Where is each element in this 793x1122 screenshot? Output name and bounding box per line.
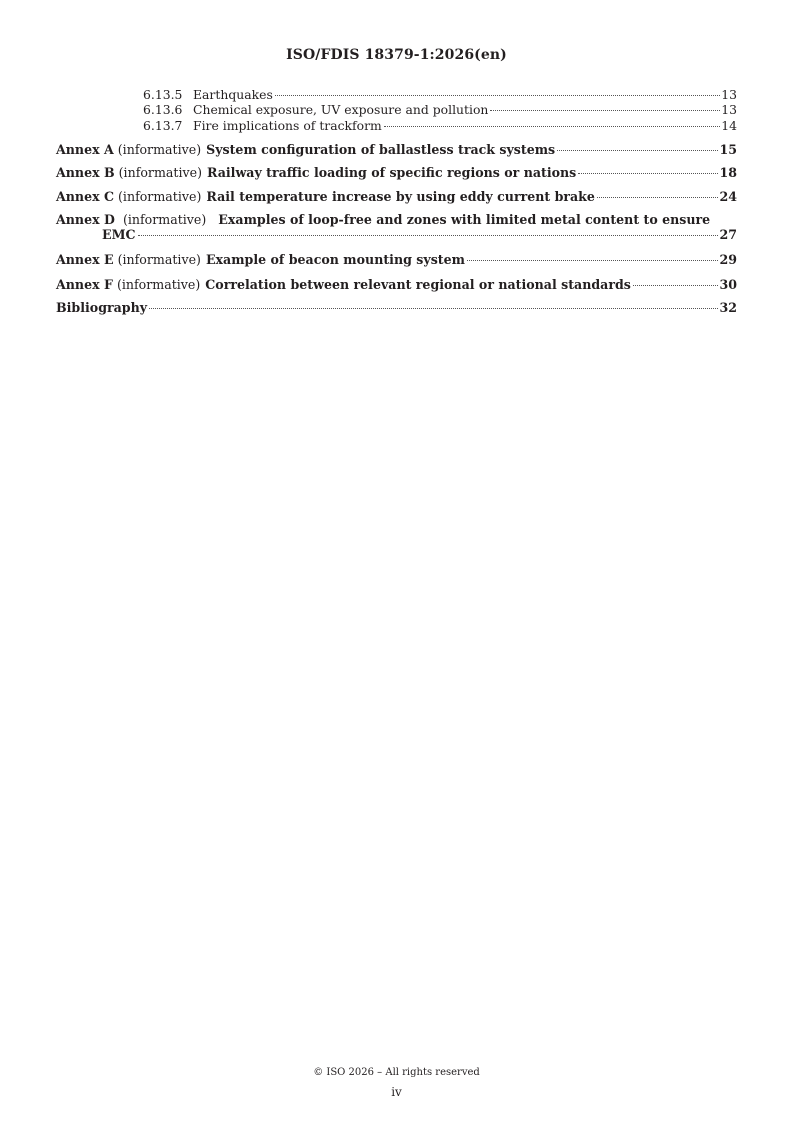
annex-type: (informative)	[117, 142, 202, 157]
toc-entry-annex-a[interactable]	[56, 142, 737, 157]
toc-entry-annex-c[interactable]	[56, 189, 737, 204]
dot-leader	[275, 95, 720, 96]
dot-leader	[633, 285, 719, 286]
annex-type: (informative)	[117, 252, 201, 267]
annex-title: Railway traffic loading of specific regions or nations	[206, 165, 577, 180]
dot-leader	[384, 126, 720, 127]
annex-type: (informative)	[118, 189, 202, 204]
toc-entry-bibliography[interactable]	[56, 300, 737, 315]
toc-entry-page: 29	[719, 252, 737, 267]
bibliography-title: Bibliography	[56, 300, 148, 315]
toc-entry-title: Fire implications of trackform	[193, 118, 382, 133]
toc-entry-page: 24	[719, 189, 737, 204]
annex-d-line-1	[56, 212, 737, 227]
toc-entry-6-13-6[interactable]	[143, 102, 737, 117]
toc-entry-page: 32	[719, 300, 737, 315]
toc-entry-number: 6.13.6	[143, 102, 183, 117]
annex-title: System configuration of ballastless track systems	[206, 142, 556, 157]
toc-entry-page: 14	[721, 118, 737, 133]
toc-entry-page: 13	[721, 87, 737, 102]
dot-leader	[557, 150, 718, 151]
annex-title: Rail temperature increase by using eddy current brake	[206, 189, 595, 204]
annex-type: (informative)	[116, 277, 201, 292]
page-number: iv	[391, 1085, 402, 1099]
toc-entry-page: 13	[721, 102, 737, 117]
dot-leader	[597, 197, 719, 198]
toc-entry-page: 27	[719, 227, 737, 242]
annex-title: Correlation between relevant regional or national standards	[205, 277, 631, 292]
dot-leader	[467, 260, 719, 261]
annex-d-line-2	[56, 227, 737, 242]
annex-type: (informative)	[122, 212, 207, 227]
copyright-footer: © ISO 2026 – All rights reserved	[313, 1067, 480, 1078]
toc-entry-6-13-7[interactable]	[143, 118, 737, 133]
toc-entry-annex-b[interactable]	[56, 165, 737, 180]
dot-leader	[578, 173, 718, 174]
annex-label: Annex D	[56, 212, 115, 227]
toc-entry-annex-e[interactable]	[56, 252, 737, 267]
annex-title-line-2: EMC	[102, 227, 136, 242]
toc-entry-6-13-5[interactable]	[143, 87, 737, 102]
toc-entry-page: 18	[719, 165, 737, 180]
toc-entry-annex-f[interactable]	[56, 277, 737, 292]
dot-leader	[138, 235, 719, 236]
dot-leader	[149, 308, 718, 309]
toc-entry-page: 15	[719, 142, 737, 157]
annex-label: Annex F	[56, 277, 113, 292]
annex-title-line-1: Examples of loop-free and zones with limited metal content to ensure	[218, 212, 711, 227]
annex-label: Annex A	[56, 142, 114, 157]
toc-entry-number: 6.13.7	[143, 118, 183, 133]
annex-label: Annex C	[56, 189, 115, 204]
toc-entry-annex-d[interactable]	[56, 212, 737, 242]
toc-entry-number: 6.13.5	[143, 87, 183, 102]
annex-type: (informative)	[118, 165, 202, 180]
toc-entry-page: 30	[719, 277, 737, 292]
dot-leader	[490, 110, 720, 111]
toc-entry-title: Earthquakes	[193, 87, 273, 102]
annex-label: Annex B	[56, 165, 115, 180]
annex-title: Example of beacon mounting system	[205, 252, 465, 267]
toc-entry-title: Chemical exposure, UV exposure and pollution	[193, 102, 489, 117]
document-header: ISO/FDIS 18379-1:2026(en)	[286, 47, 507, 63]
annex-label: Annex E	[56, 252, 114, 267]
